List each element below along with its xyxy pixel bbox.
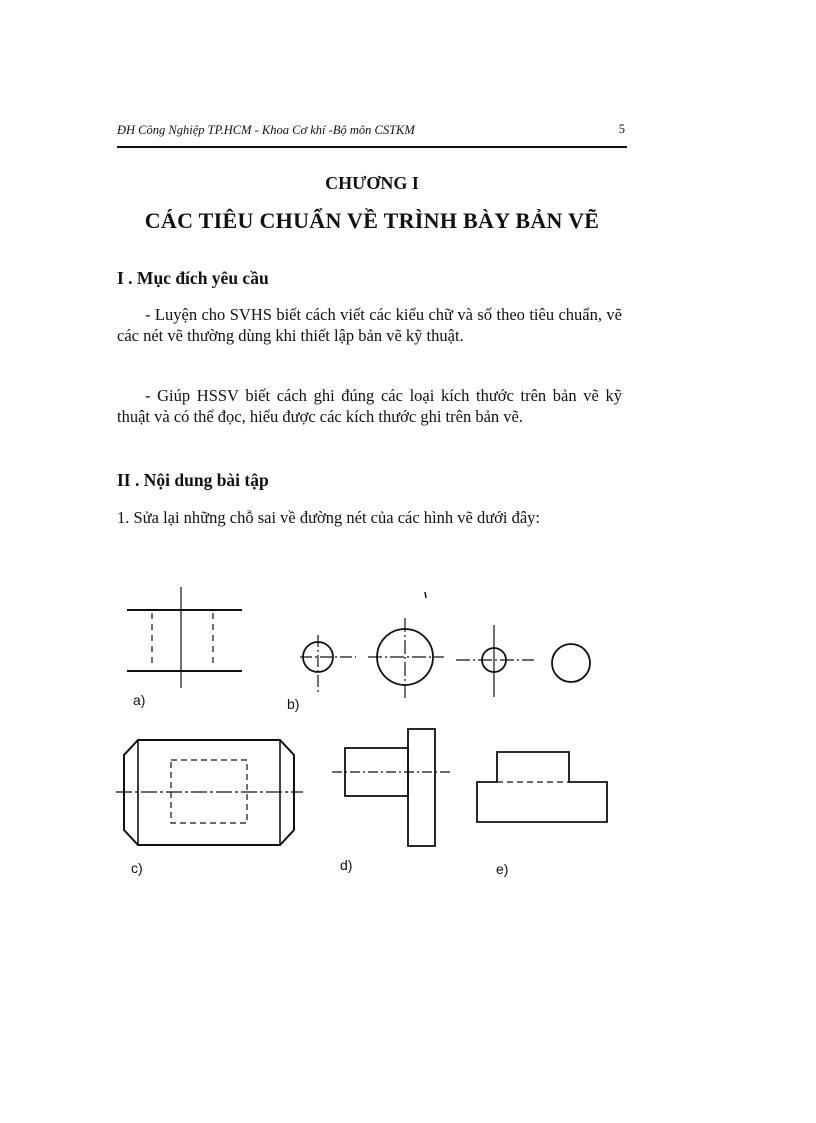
section-1-paragraph-1: - Luyện cho SVHS biết cách viết các kiểu chữ và số theo tiêu chuẩn, vẽ các nét vẽ thường dùng khi thiết lập bản vẽ kỹ thuật. — [117, 305, 622, 345]
section-1-paragraph-2: - Giúp HSSV biết cách ghi đúng các loại kích thước trên bản vẽ kỹ thuật và có thể đọc, hiểu được các kích thước ghi trên bản vẽ. — [117, 386, 622, 426]
label-c: c) — [131, 860, 143, 876]
page-number: 5 — [618, 122, 625, 136]
header-title: ĐH Công Nghiệp TP.HCM - Khoa Cơ khí -Bộ môn CSTKM — [117, 123, 415, 137]
drawing-e — [477, 752, 607, 822]
label-b: b) — [287, 696, 300, 712]
task-1: 1. Sửa lại những chỗ sai về đường nét của các hình vẽ dưới đây: — [117, 508, 540, 527]
label-d: d) — [340, 857, 353, 873]
speck-mark — [425, 592, 426, 598]
label-a: a) — [133, 692, 146, 708]
drawing-a — [127, 587, 242, 688]
drawing-c — [116, 740, 303, 845]
section-1-heading: I . Mục đích yêu cầu — [117, 268, 269, 288]
section-2-heading: II . Nội dung bài tập — [117, 470, 269, 490]
chapter-number: CHƯƠNG I — [325, 173, 419, 193]
drawing-d — [332, 729, 450, 846]
chapter-title: CÁC TIÊU CHUẨN VỀ TRÌNH BÀY BẢN VẼ — [144, 208, 600, 233]
label-e: e) — [496, 861, 509, 877]
drawing-b — [300, 618, 590, 700]
